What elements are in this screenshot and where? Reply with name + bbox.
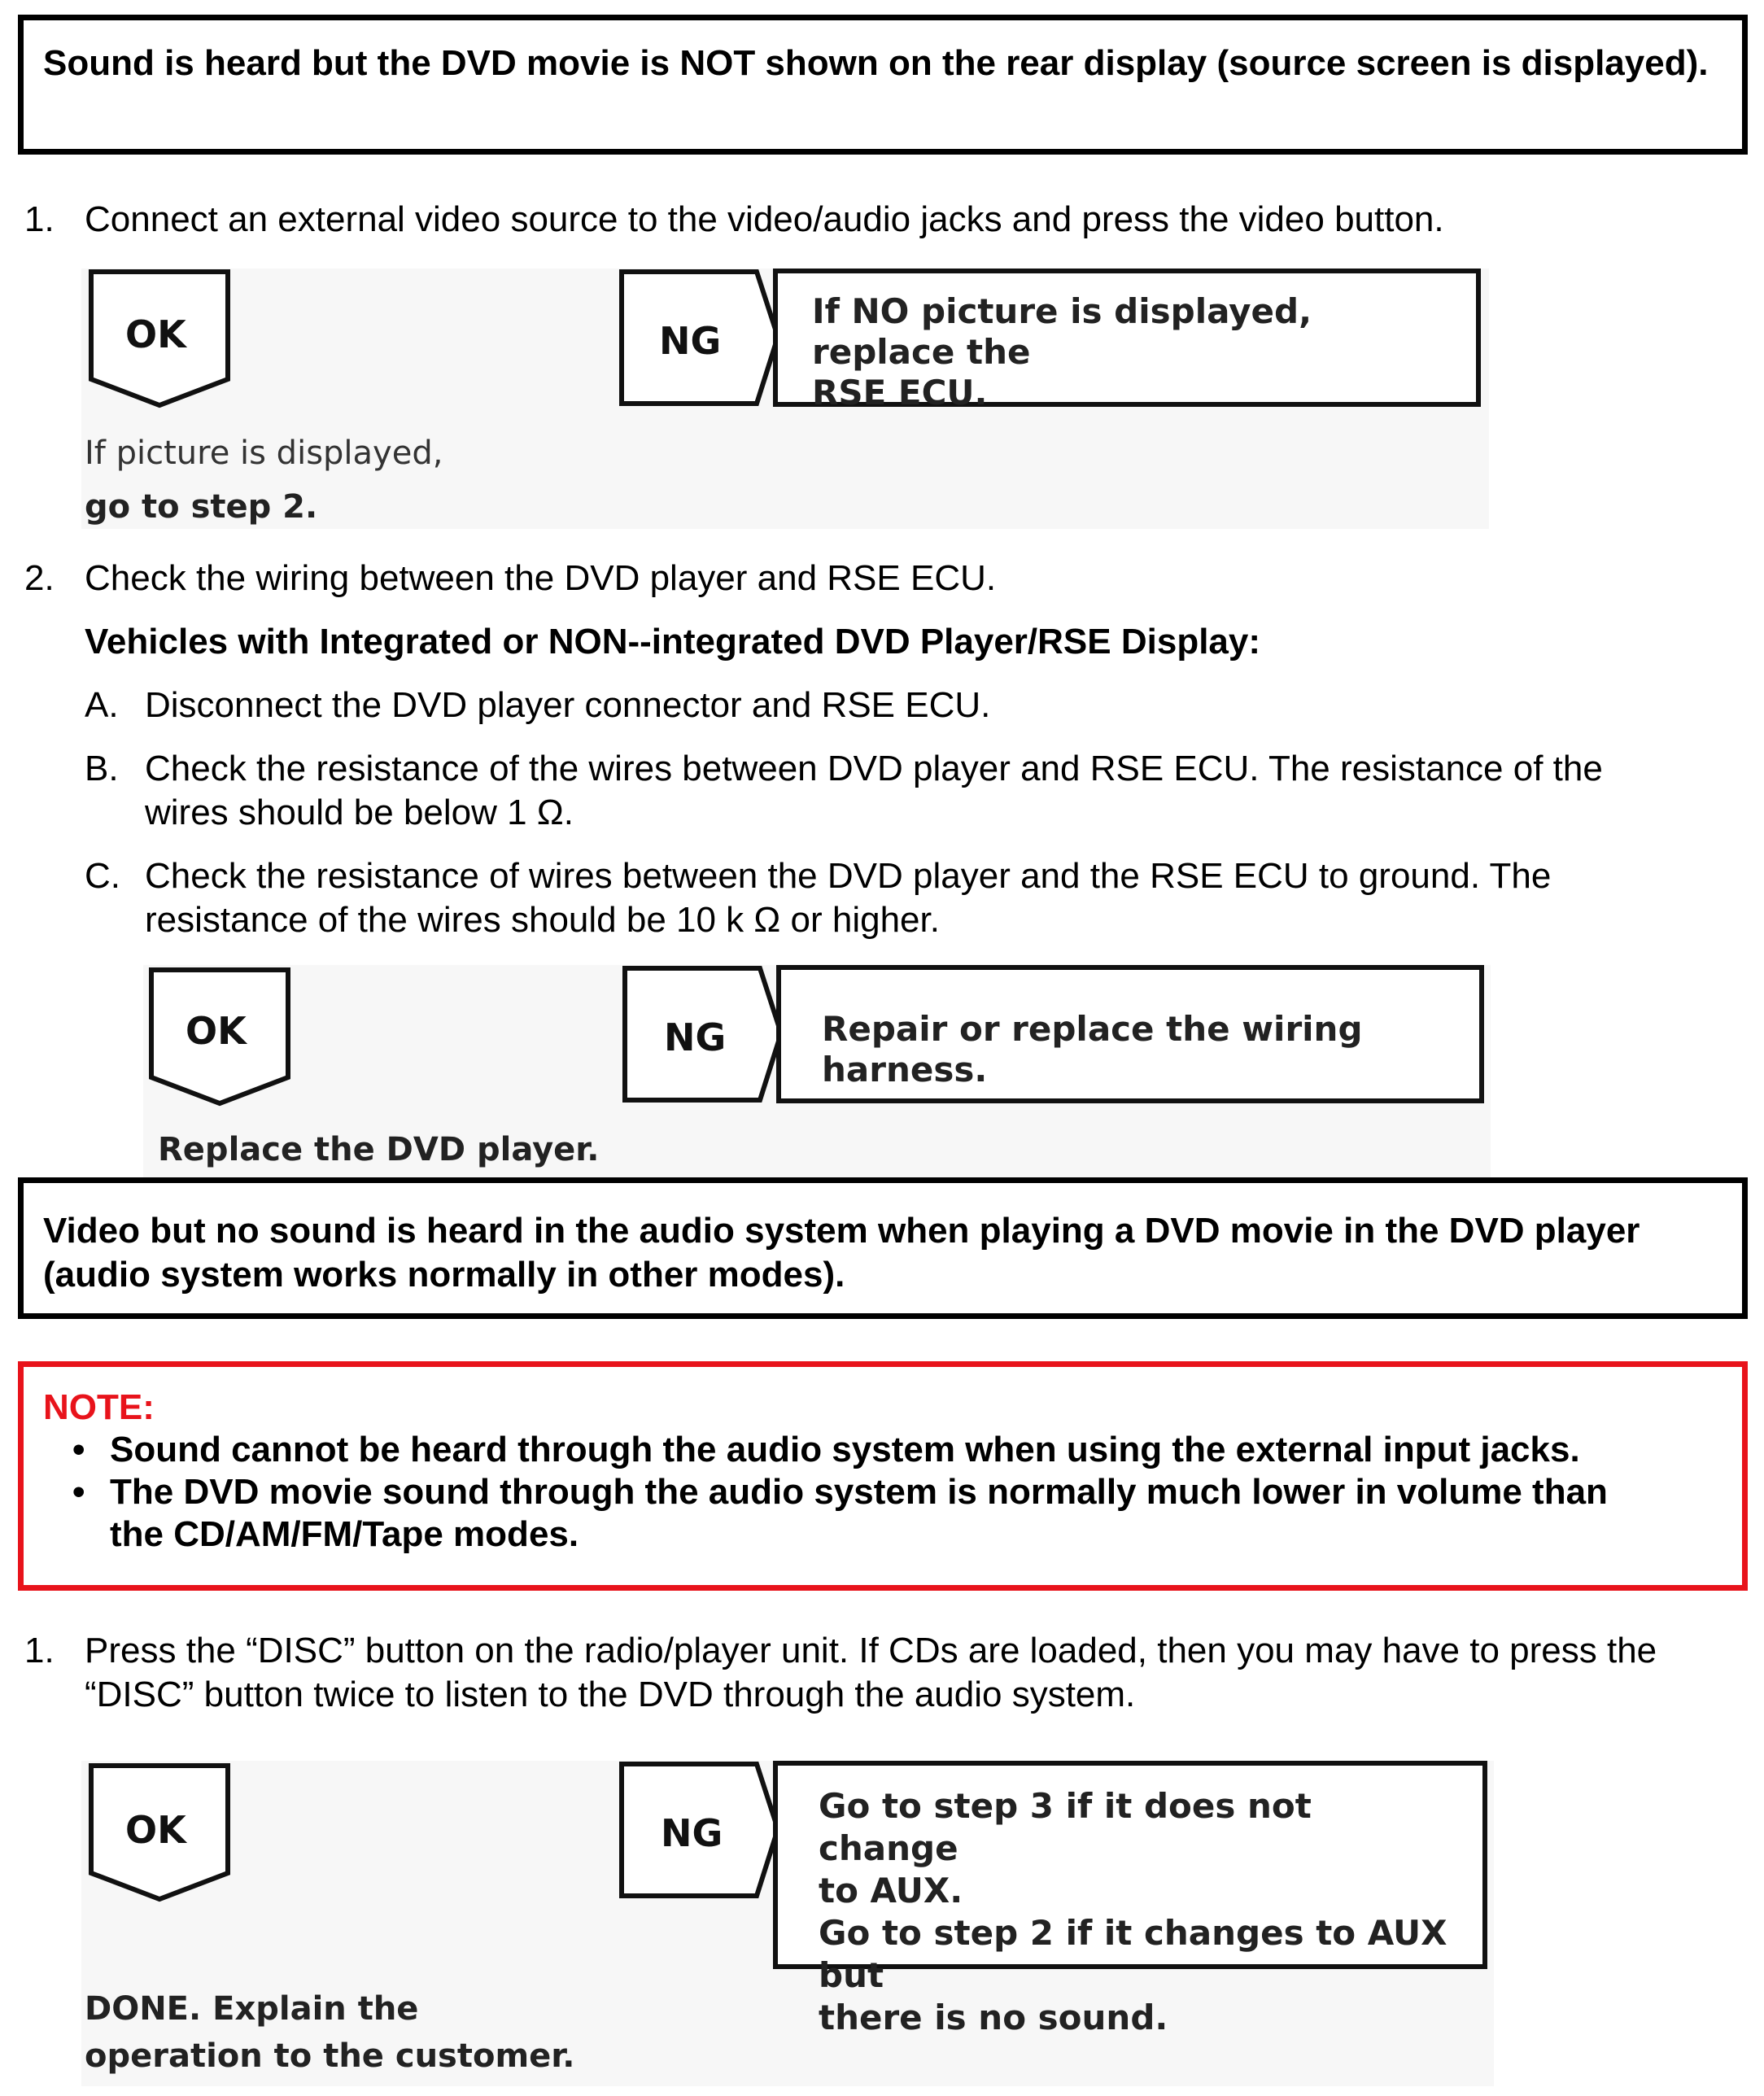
substep-c-letter: C. (85, 856, 120, 896)
flow2-ng-result: Repair or replace the wiring harness. (822, 1009, 1363, 1089)
flow3-ng-result-line: to AUX. (819, 1871, 963, 1910)
step1-number: 1. (24, 199, 55, 239)
section1-title: Sound is heard but the DVD movie is NOT shown on the rear display (source screen is displayed). (43, 43, 1709, 83)
note-list (43, 1429, 1742, 1556)
bullet-icon: • (72, 1472, 85, 1512)
section2-title: Video but no sound is heard in the audio system when playing a DVD movie in the DVD player (audio system works normally in other modes). (43, 1211, 1640, 1295)
flow1-ok-result-line1: If picture is displayed, (85, 434, 443, 472)
s2-step1-line1: Press the “DISC” button on the radio/player unit. If CDs are loaded, then you may have to press the (85, 1631, 1657, 1670)
substep-c-line2: resistance of the wires should be 10 k Ω or higher. (145, 900, 940, 940)
substep-a-text: Disconnect the DVD player connector and RSE ECU. (145, 685, 991, 725)
bullet-icon: • (72, 1430, 85, 1469)
flow1-ng-result-box (773, 269, 1481, 413)
flow2-ok-label: OK (186, 1009, 247, 1053)
section2-title-box (18, 1177, 1748, 1319)
note-item-text: Sound cannot be heard through the audio system when using the external input jacks. (110, 1430, 1580, 1469)
substep-b-letter: B. (85, 749, 119, 788)
flow3-ok-result-line1: DONE. Explain the (85, 1990, 419, 2028)
substep-a-letter: A. (85, 685, 119, 725)
s2-step1-number: 1. (24, 1631, 55, 1670)
flow1-ng-result-line1: If NO picture is displayed, replace the (812, 291, 1312, 372)
flow1-ok-result-line2: go to step 2. (85, 488, 318, 526)
step2-subheading: Vehicles with Integrated or NON--integrated DVD Player/RSE Display: (85, 622, 1261, 662)
flow3-ng-result-line: Go to step 3 if it does not change (819, 1786, 1312, 1868)
step2-number: 2. (24, 558, 55, 598)
section1-title-box (18, 15, 1748, 155)
flow3-ng-label: NG (661, 1811, 723, 1855)
note-item-text: The DVD movie sound through the audio system is normally much lower in volume than (110, 1472, 1608, 1512)
note-item-text-line2: the CD/AM/FM/Tape modes. (110, 1514, 579, 1554)
substep-b-line1: Check the resistance of the wires between DVD player and RSE ECU. The resistance of the (145, 749, 1603, 788)
flow3-ok-label: OK (125, 1808, 186, 1852)
flow3-ng-result-line: Go to step 2 if it changes to AUX but (819, 1913, 1447, 1995)
flow1-ok-label: OK (125, 312, 186, 356)
flow3-ok-result-line2: operation to the customer. (85, 2037, 575, 2075)
note-box (18, 1361, 1748, 1591)
step2-text: Check the wiring between the DVD player and RSE ECU. (85, 558, 997, 598)
step1-text: Connect an external video source to the video/audio jacks and press the video button. (85, 199, 1444, 239)
flow2-ng-label: NG (664, 1015, 727, 1059)
note-item (43, 1471, 1742, 1513)
flow1-ng-result-line2: RSE ECU. (812, 373, 988, 413)
s2-step1-line2: “DISC” button twice to listen to the DVD through the audio system. (85, 1675, 1136, 1714)
flow2-ng-result-box (776, 965, 1484, 1103)
substep-c-line1: Check the resistance of wires between the DVD player and the RSE ECU to ground. The (145, 856, 1552, 896)
note-title: NOTE: (43, 1387, 155, 1427)
flow3-ng-result-box (773, 1761, 1487, 2037)
note-item-continuation (43, 1513, 1742, 1556)
flow1-ng-label: NG (659, 319, 722, 363)
flow3-ng-result-line: there is no sound. (819, 1998, 1168, 2037)
note-item (43, 1429, 1742, 1471)
flow2-ok-result: Replace the DVD player. (158, 1131, 600, 1168)
substep-b-line2: wires should be below 1 Ω. (145, 793, 574, 832)
